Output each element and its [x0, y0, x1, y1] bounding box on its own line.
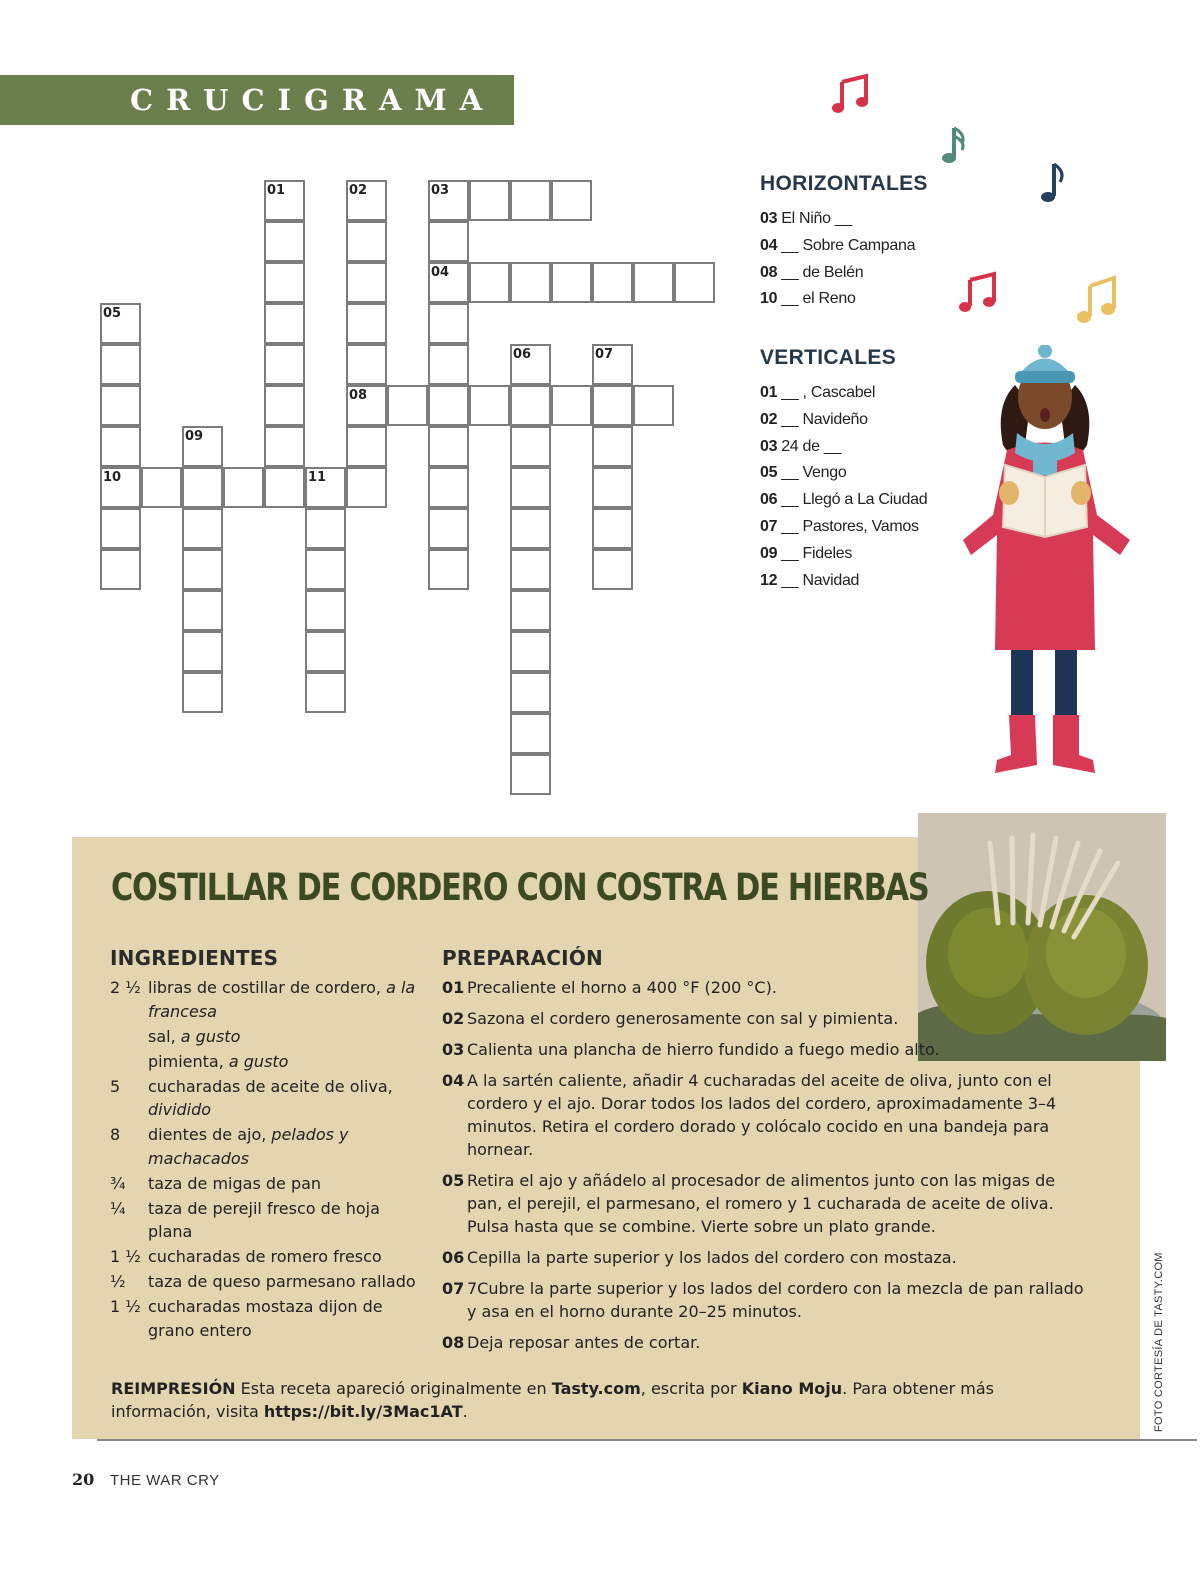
clue-item: [760, 514, 927, 541]
crossword-cell[interactable]: [428, 467, 469, 508]
vertical-clues: [760, 346, 927, 594]
ingredient-text: cucharadas mostaza dijon de grano entero: [148, 1297, 383, 1340]
crossword-cell[interactable]: [428, 385, 469, 426]
ingredient-item: [110, 1050, 420, 1074]
clue-text: __ Vengo: [781, 464, 847, 482]
crossword-cell[interactable]: [633, 262, 674, 303]
crossword-cell[interactable]: [592, 467, 633, 508]
horizontal-clues: [760, 172, 928, 313]
reprint-text: . Para obtener más información, visita: [111, 1379, 994, 1421]
crossword-cell[interactable]: [182, 590, 223, 631]
ingredient-item: [110, 1245, 420, 1269]
clue-text: __ Fideles: [781, 544, 853, 562]
music-note-icon: [958, 270, 998, 314]
clue-number: 08: [760, 263, 778, 281]
preparation-steps: [442, 976, 1092, 1362]
clue-item: [760, 380, 927, 407]
reprint-note: [111, 1377, 1091, 1423]
crossword-cell[interactable]: [551, 262, 592, 303]
ingredients-list: [110, 976, 420, 1344]
crossword-cell[interactable]: [551, 180, 592, 221]
clue-item: [760, 233, 928, 260]
step-text: Sazona el cordero generosamente con sal y pimienta.: [467, 1009, 899, 1028]
crossword-cell[interactable]: [551, 385, 592, 426]
crossword-cell[interactable]: [182, 426, 223, 467]
crossword-cell[interactable]: [428, 180, 469, 221]
ingredient-text: cucharadas de aceite de oliva, dividido: [148, 1076, 393, 1119]
ingredient-item: [110, 1123, 420, 1170]
music-note-icon: [940, 124, 970, 166]
clue-number: 07: [595, 347, 614, 362]
crossword-cell[interactable]: [305, 549, 346, 590]
crossword-cell[interactable]: [510, 344, 551, 385]
clue-text: __ Pastores, Vamos: [781, 517, 919, 535]
ingredients-heading: INGREDIENTES: [110, 946, 279, 970]
banner-title: CRUCIGRAMA: [130, 83, 496, 117]
clue-text: __ Navidad: [781, 571, 860, 589]
crossword-banner: [0, 75, 514, 125]
reprint-text: Esta receta apareció originalmente en: [235, 1379, 552, 1398]
step-text: Cepilla la parte superior y los lados del cordero con mostaza.: [467, 1248, 957, 1267]
crossword-cell[interactable]: [428, 549, 469, 590]
step-number: 02: [442, 1009, 465, 1028]
crossword-cell[interactable]: [346, 221, 387, 262]
step-number: 08: [442, 1333, 465, 1352]
clue-number: 03: [760, 437, 778, 455]
clue-item: [760, 568, 927, 595]
clue-number: 03: [760, 210, 778, 227]
crossword-cell[interactable]: [592, 344, 633, 385]
crossword-cell[interactable]: [264, 385, 305, 426]
horizontal-title: HORIZONTALES: [760, 172, 928, 195]
ingredient-text: libras de costillar de cordero, a la francesa: [148, 978, 416, 1021]
clue-number: 02: [760, 410, 778, 428]
crossword-cell[interactable]: [592, 426, 633, 467]
clue-number: 01: [267, 183, 286, 198]
reprint-site: Tasty.com: [551, 1379, 641, 1398]
ingredient-qty: 1 ½: [110, 1247, 141, 1266]
vertical-title: VERTICALES: [760, 346, 897, 369]
step-text: Retira el ajo y añádelo al procesador de alimentos junto con las migas de pan, el perejil, el parmesano, el romero y 1 cucharada de aceite de oliva. Pulsa hasta que se combine. Vierte sobre un plato grande.: [467, 1171, 1056, 1236]
crossword-cell[interactable]: [674, 262, 715, 303]
recipe-title: COSTILLAR DE CORDERO CON COSTRA DE HIERBAS: [111, 866, 929, 909]
crossword-cell[interactable]: [182, 549, 223, 590]
crossword-cell[interactable]: [346, 180, 387, 221]
reprint-label: REIMPRESIÓN: [111, 1379, 236, 1398]
clue-item: [760, 487, 927, 514]
crossword-cell[interactable]: [592, 549, 633, 590]
ingredient-text: taza de perejil fresco de hoja plana: [148, 1198, 380, 1241]
crossword-cell[interactable]: [264, 221, 305, 262]
crossword-cell[interactable]: [428, 303, 469, 344]
ingredient-qty: [110, 1025, 148, 1049]
photo-credit: FOTO CORTESÍA DE TASTY.COM: [1153, 1252, 1165, 1432]
music-note-icon: [1038, 160, 1066, 206]
crossword-cell[interactable]: [182, 631, 223, 672]
crossword-cell[interactable]: [510, 631, 551, 672]
ingredient-qty: ½: [110, 1272, 126, 1291]
clue-text: __ Sobre Campana: [781, 236, 916, 254]
clue-number: 06: [760, 491, 778, 509]
reprint-text: .: [462, 1402, 468, 1421]
clue-number: 04: [431, 265, 450, 280]
clue-text: __ Llegó a La Ciudad: [781, 491, 928, 509]
ingredient-text: dientes de ajo, pelados y machacados: [148, 1125, 349, 1168]
step-number: 03: [442, 1040, 465, 1059]
crossword-cell[interactable]: [346, 385, 387, 426]
clue-number: 10: [760, 290, 778, 308]
crossword-cell[interactable]: [346, 467, 387, 508]
crossword-cell[interactable]: [346, 262, 387, 303]
ingredient-qty: ¾: [110, 1173, 126, 1193]
step-text: Precaliente el horno a 400 °F (200 °C).: [467, 978, 777, 997]
music-note-icon: [1076, 272, 1118, 328]
ingredient-qty: 8: [110, 1125, 121, 1144]
publication-name: THE WAR CRY: [110, 1472, 220, 1489]
crossword-cell[interactable]: [469, 385, 510, 426]
crossword-cell[interactable]: [510, 467, 551, 508]
step-number: 05: [442, 1171, 465, 1190]
clue-number: 12: [760, 571, 778, 589]
clue-number: 05: [760, 464, 778, 482]
clue-text: __ Navideño: [781, 410, 868, 428]
ingredient-qty: 1 ½: [110, 1297, 141, 1316]
ingredient-qty: ¼: [110, 1198, 126, 1218]
caroler-illustration: [955, 345, 1140, 777]
preparation-step: [442, 1169, 1092, 1238]
crossword-cell[interactable]: [633, 385, 674, 426]
crossword-cell[interactable]: [510, 262, 551, 303]
crossword-cell[interactable]: [264, 303, 305, 344]
crossword-cell[interactable]: [346, 303, 387, 344]
clue-item: [760, 260, 928, 287]
crossword-cell[interactable]: [264, 180, 305, 221]
clue-number: 02: [349, 183, 368, 198]
crossword-cell[interactable]: [592, 262, 633, 303]
crossword-cell[interactable]: [510, 590, 551, 631]
ingredient-item: [110, 976, 420, 1023]
step-text: A la sartén caliente, añadir 4 cucharadas del aceite de oliva, junto con el cordero y el ajo. Dorar todos los lados del cordero, aproximadamente 3–4 minutos. Retira el cordero dorado y colócalo cocido en una bandeja para hornear.: [467, 1071, 1057, 1159]
crossword-cell[interactable]: [264, 344, 305, 385]
crossword-cell[interactable]: [346, 426, 387, 467]
crossword-cell[interactable]: [141, 467, 182, 508]
step-number: 06: [442, 1248, 465, 1267]
preparation-step: [442, 1038, 1092, 1061]
crossword-cell[interactable]: [305, 508, 346, 549]
clue-text: __ el Reno: [781, 290, 856, 308]
crossword-cell[interactable]: [100, 385, 141, 426]
ingredient-item: [110, 1025, 420, 1049]
clue-item: [760, 407, 927, 434]
step-text: Calienta una plancha de hierro fundido a fuego medio alto.: [467, 1040, 940, 1059]
crossword-cell[interactable]: [182, 467, 223, 508]
ingredient-qty: 5: [110, 1076, 121, 1096]
clue-number: 06: [513, 347, 532, 362]
preparation-step: [442, 1331, 1092, 1354]
clue-number: 09: [185, 429, 204, 444]
reprint-author: Kiano Moju: [741, 1379, 843, 1398]
crossword-cell[interactable]: [100, 344, 141, 385]
ingredient-item: [110, 1270, 420, 1294]
ingredient-text: taza de migas de pan: [148, 1173, 322, 1193]
preparation-step: [442, 1246, 1092, 1269]
ingredient-item: [110, 1075, 420, 1122]
ingredient-item: [110, 1197, 420, 1244]
ingredient-text: cucharadas de romero fresco: [148, 1247, 382, 1266]
crossword-cell[interactable]: [428, 344, 469, 385]
clue-number: 07: [760, 517, 778, 535]
crossword-cell[interactable]: [510, 754, 551, 795]
crossword-cell[interactable]: [428, 262, 469, 303]
clue-text: __ de Belén: [781, 263, 864, 281]
clue-text: __ , Cascabel: [781, 384, 876, 401]
clue-item: [760, 460, 927, 487]
clue-text: 24 de __: [781, 437, 842, 455]
crossword-cell[interactable]: [100, 549, 141, 590]
crossword-cell[interactable]: [182, 672, 223, 713]
crossword-cell[interactable]: [264, 426, 305, 467]
crossword-cell[interactable]: [592, 385, 633, 426]
ingredient-qty: 2 ½: [110, 978, 141, 997]
clue-item: [760, 286, 928, 313]
ingredient-text: pimienta, a gusto: [148, 1051, 289, 1071]
ingredient-text: sal, a gusto: [148, 1026, 241, 1046]
crossword-cell[interactable]: [264, 262, 305, 303]
reprint-text: , escrita por: [640, 1379, 742, 1398]
crossword-cell[interactable]: [592, 508, 633, 549]
music-note-icon: [832, 72, 870, 114]
preparation-step: [442, 1277, 1092, 1323]
crossword-cell[interactable]: [469, 262, 510, 303]
clue-number: 04: [760, 236, 778, 254]
step-number: 04: [442, 1071, 465, 1090]
crossword-cell[interactable]: [428, 508, 469, 549]
clue-number: 10: [103, 470, 122, 485]
footer-rule: [97, 1439, 1197, 1441]
preparation-heading: PREPARACIÓN: [442, 946, 603, 970]
crossword-cell[interactable]: [510, 385, 551, 426]
clue-number: 11: [308, 470, 327, 485]
crossword-cell[interactable]: [305, 672, 346, 713]
crossword-cell[interactable]: [469, 180, 510, 221]
crossword-cell[interactable]: [510, 713, 551, 754]
preparation-step: [442, 976, 1092, 999]
clue-item: [760, 541, 927, 568]
ingredient-qty: [110, 1050, 148, 1074]
ingredient-item: [110, 1295, 420, 1342]
step-number: 01: [442, 978, 465, 997]
crossword-cell[interactable]: [305, 467, 346, 508]
clue-item: [760, 434, 927, 461]
crossword-cell[interactable]: [223, 467, 264, 508]
crossword-cell[interactable]: [100, 303, 141, 344]
clue-item: [760, 206, 928, 233]
crossword-cell[interactable]: [100, 467, 141, 508]
crossword-cell[interactable]: [387, 385, 428, 426]
ingredient-text: taza de queso parmesano rallado: [148, 1272, 416, 1291]
crossword-cell[interactable]: [264, 467, 305, 508]
clue-text: El Niño __: [781, 210, 853, 227]
crossword-cell[interactable]: [510, 672, 551, 713]
step-text: 7Cubre la parte superior y los lados del cordero con la mezcla de pan rallado y asa en el horno durante 20–25 minutos.: [467, 1279, 1084, 1321]
reprint-link[interactable]: https://bit.ly/3Mac1AT: [263, 1402, 463, 1421]
clue-number: 09: [760, 544, 778, 562]
step-number: 07: [442, 1279, 465, 1298]
step-text: Deja reposar antes de cortar.: [467, 1333, 701, 1352]
crossword-cell[interactable]: [510, 180, 551, 221]
clue-number: 01: [760, 384, 778, 401]
clue-number: 05: [103, 306, 122, 321]
crossword-cell[interactable]: [305, 631, 346, 672]
crossword-cell[interactable]: [428, 426, 469, 467]
crossword-cell[interactable]: [100, 426, 141, 467]
crossword-cell[interactable]: [346, 344, 387, 385]
crossword-cell[interactable]: [100, 508, 141, 549]
crossword-cell[interactable]: [510, 426, 551, 467]
preparation-step: [442, 1069, 1092, 1161]
ingredient-item: [110, 1172, 420, 1196]
preparation-step: [442, 1007, 1092, 1030]
crossword-cell[interactable]: [305, 590, 346, 631]
crossword-cell[interactable]: [428, 221, 469, 262]
page-number: 20: [72, 1470, 95, 1489]
crossword-cell[interactable]: [182, 508, 223, 549]
crossword-cell[interactable]: [510, 549, 551, 590]
clue-number: 08: [349, 388, 368, 403]
crossword-cell[interactable]: [510, 508, 551, 549]
clue-number: 03: [431, 183, 450, 198]
